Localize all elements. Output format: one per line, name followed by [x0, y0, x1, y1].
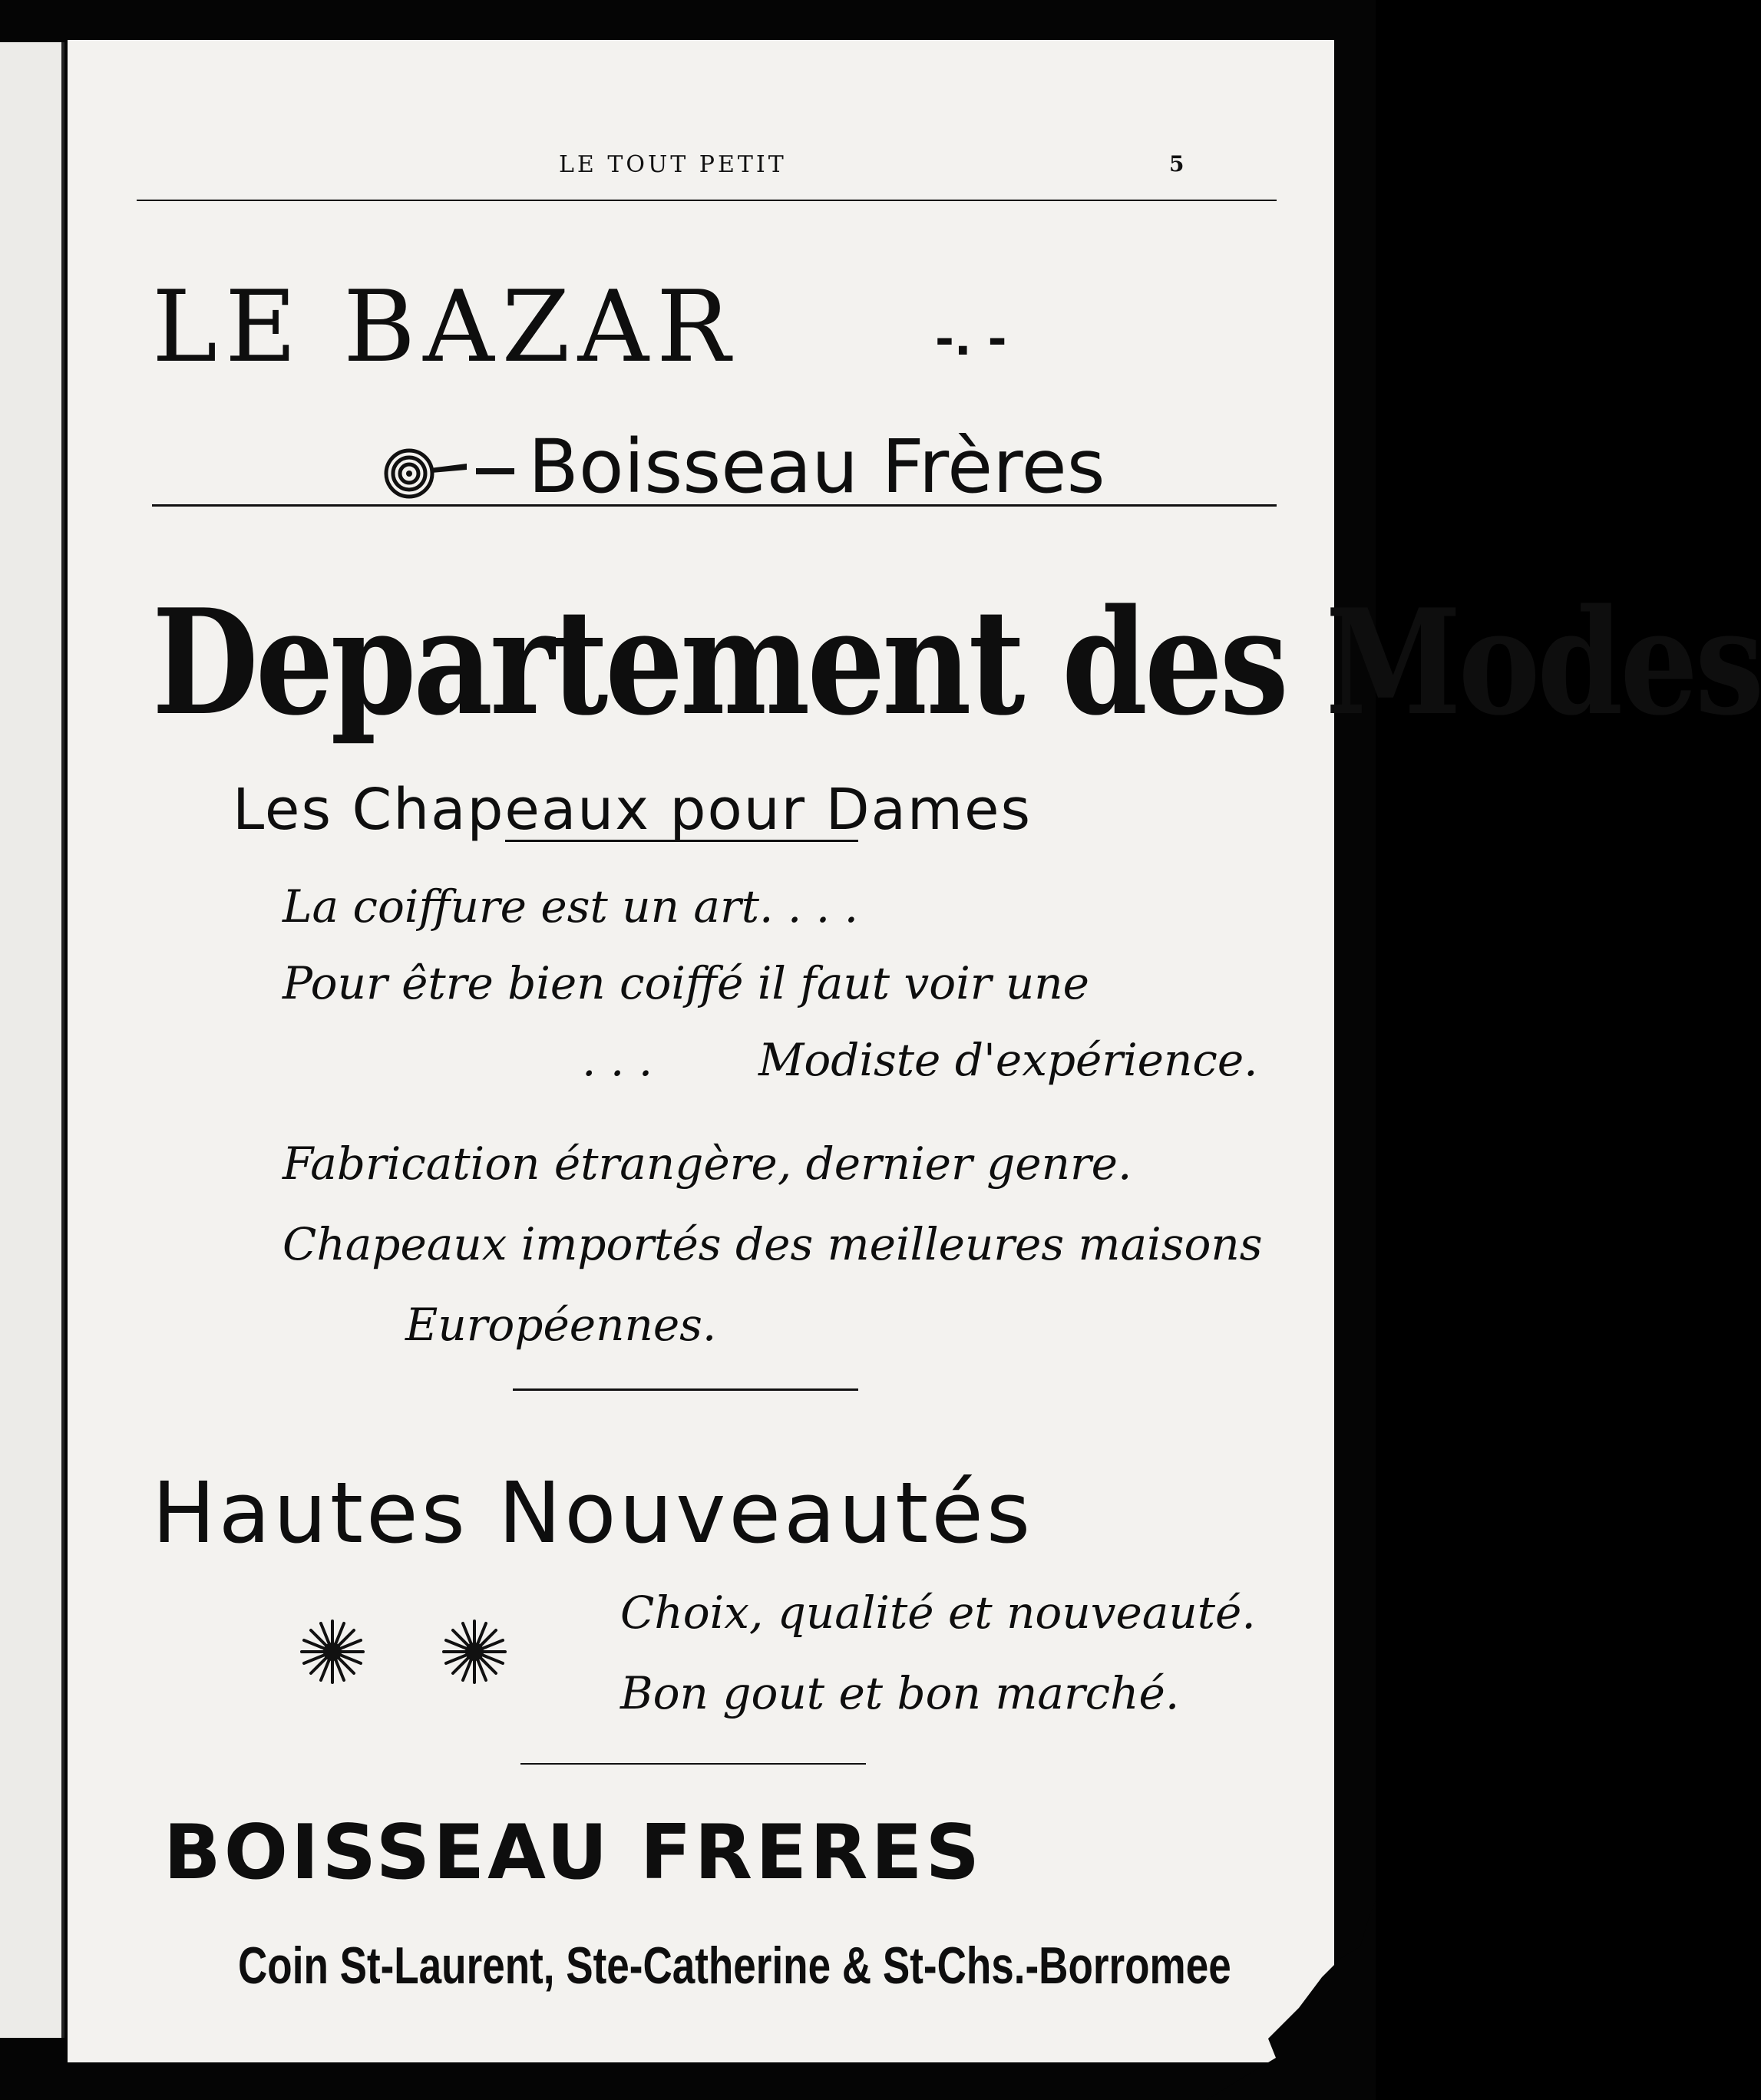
star-burst-icon [440, 1617, 509, 1686]
short-rule-3 [520, 1763, 866, 1765]
fabrication-line-2: Chapeaux importés des meilleures maisons [282, 1218, 1263, 1270]
owner-name: Boisseau Frères [528, 424, 1105, 510]
previous-page-edge [0, 42, 64, 2038]
intro-line-3: Modiste d'expérience. [758, 1034, 1258, 1086]
torn-corner [1207, 1900, 1376, 2100]
star-burst-icon [298, 1617, 367, 1686]
store-name: LE BAZAR [152, 270, 738, 385]
fabrication-line-3: Européennes. [405, 1299, 717, 1351]
short-rule-2 [513, 1388, 858, 1391]
section-rule [152, 504, 1277, 507]
fabrication-line-1: Fabrication étrangère, dernier genre. [282, 1138, 1132, 1190]
header-rule [137, 200, 1277, 201]
running-head [68, 151, 1334, 182]
short-rule-1 [505, 840, 858, 842]
intro-line-2: Pour être bien coiffé il faut voir une [282, 957, 1089, 1009]
department-title: Departement des Modes [152, 577, 1761, 748]
footer-address: Coin St-Laurent, Ste-Catherine & St-Chs.-Borromee [238, 1937, 1231, 1995]
page [68, 40, 1761, 2062]
nouveautes-title: Hautes Nouveautés [152, 1464, 1034, 1562]
nouveautes-line-1: Choix, qualité et nouveauté. [620, 1587, 1256, 1639]
nouveautes-line-2: Bon gout et bon marché. [620, 1667, 1180, 1719]
spiral-ornament-icon [382, 447, 528, 500]
page-number: 5 [1169, 151, 1184, 177]
running-head-title: LE TOUT PETIT [559, 151, 787, 178]
department-subtitle: Les Chapeaux pour Dames [233, 777, 1032, 843]
store-name-ornament: -. - [935, 312, 1007, 366]
footer-company: BOISSEAU FRERES [164, 1809, 983, 1897]
intro-line-3-dots: . . . [582, 1034, 653, 1086]
intro-line-1: La coiffure est un art. . . . [282, 880, 859, 933]
